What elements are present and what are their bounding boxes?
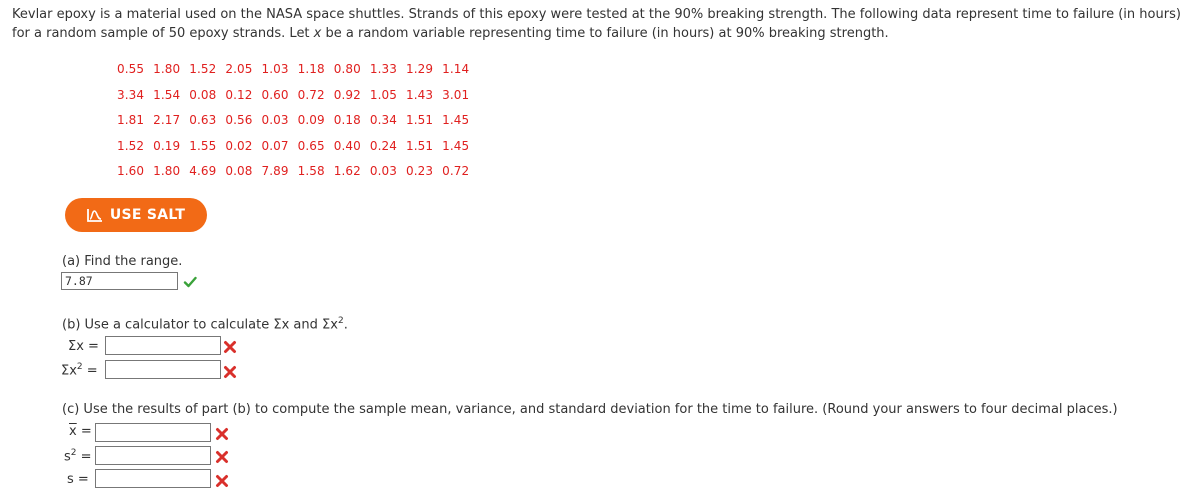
data-value: 1.58 (297, 164, 325, 178)
sum-x2-symbol: Σx (61, 363, 77, 379)
sum-x-input[interactable] (105, 336, 221, 355)
part-b-sum-x2-symbol: Σx (322, 317, 338, 333)
data-value: 0.08 (189, 87, 217, 102)
mean-label (69, 424, 92, 439)
sum-x-label: Σx = (68, 339, 99, 354)
data-value: 2.05 (225, 62, 253, 76)
data-value: 0.80 (333, 62, 361, 76)
data-value: 1.43 (406, 87, 434, 102)
x-icon (215, 450, 229, 464)
data-value: 1.62 (333, 164, 361, 178)
intro-text-end: be a random variable representing time to failure (in hours) at 90% breaking strength. (321, 26, 889, 41)
data-value: 0.34 (369, 113, 397, 127)
sum-x2-equals: = (82, 363, 98, 379)
use-salt-button[interactable] (65, 198, 207, 232)
variance-equals: = (76, 449, 92, 465)
data-value: 0.09 (297, 113, 325, 127)
data-row (117, 110, 478, 136)
data-value: 0.19 (153, 138, 181, 153)
data-value: 1.33 (369, 62, 397, 76)
data-value: 0.23 (406, 164, 434, 178)
data-value: 1.29 (406, 62, 434, 76)
data-value: 1.60 (117, 164, 145, 178)
data-value: 1.51 (406, 138, 434, 153)
sum-x2-input[interactable] (105, 360, 221, 379)
check-icon (183, 275, 197, 289)
data-value: 1.81 (117, 113, 145, 127)
data-value: 0.65 (297, 138, 325, 153)
part-b-period: . (343, 317, 348, 333)
data-row (117, 59, 478, 85)
sum-x2-label: $\Sigma x^2$ = (61, 362, 98, 379)
x-icon (223, 340, 237, 354)
data-value: 3.01 (442, 87, 470, 102)
data-value: 0.63 (189, 113, 217, 127)
data-value: 1.45 (442, 138, 470, 153)
x-icon (215, 474, 229, 488)
data-row (117, 136, 478, 162)
data-value: 0.12 (225, 87, 253, 102)
data-value: 0.24 (369, 138, 397, 153)
intro-text-start: Kevlar epoxy is a material used on the NASA space shuttles. Strands of this epoxy were tested at the 90% breaking strength. The following data represent time to failure (in hours) for a random sample of 50 epoxy strands. Let (12, 7, 1181, 41)
data-value: 0.60 (261, 87, 289, 102)
s-squared-symbol: s (64, 449, 71, 465)
data-value: 1.54 (153, 87, 181, 102)
data-value: 1.03 (261, 62, 289, 76)
sd-label: s = (67, 472, 89, 487)
part-c-prompt: (c) Use the results of part (b) to compute the sample mean, variance, and standard deviation for the time to failure. (Round your answers to four decimal places.) (62, 402, 1118, 417)
data-row (117, 161, 478, 187)
data-value: 3.34 (117, 87, 145, 102)
data-value: 0.03 (369, 164, 397, 178)
data-value: 0.18 (333, 113, 361, 127)
x-icon (215, 427, 229, 441)
data-value: 0.08 (225, 164, 253, 178)
x-icon (223, 365, 237, 379)
data-table (117, 59, 478, 187)
data-value: 0.92 (333, 87, 361, 102)
data-value: 1.14 (442, 62, 470, 76)
data-value: 0.72 (442, 164, 470, 178)
data-value: 7.89 (261, 164, 289, 178)
part-b-prompt: (b) Use a calculator to calculate Σx and $\Sigma x^2$. (62, 316, 348, 333)
data-value: 4.69 (189, 164, 217, 178)
salt-chart-icon (87, 208, 103, 222)
data-value: 1.18 (297, 62, 325, 76)
x-bar-symbol: $\overline{x}$ (69, 424, 77, 439)
data-value: 0.72 (297, 87, 325, 102)
part-a-prompt: (a) Find the range. (62, 254, 183, 269)
variance-label: $s^2$ = (64, 448, 92, 465)
mean-equals: = (76, 424, 92, 439)
intro-variable-x: x (313, 26, 322, 41)
sd-input[interactable] (95, 469, 211, 488)
part-b-and: and (289, 317, 323, 333)
data-value: 1.05 (369, 87, 397, 102)
data-value: 0.07 (261, 138, 289, 153)
data-value: 0.56 (225, 113, 253, 127)
problem-statement (12, 5, 1188, 43)
range-answer-field[interactable]: 7.87 (61, 272, 178, 290)
data-value: 0.40 (333, 138, 361, 153)
part-b-sum-x-symbol: Σx (273, 317, 290, 333)
data-value: 2.17 (153, 113, 181, 127)
data-value: 1.55 (189, 138, 217, 153)
data-value: 0.55 (117, 62, 145, 76)
data-value: 1.51 (406, 113, 434, 127)
use-salt-label: USE SALT (109, 207, 186, 223)
data-value: 1.52 (189, 62, 217, 76)
data-row (117, 85, 478, 111)
data-value: 1.80 (153, 164, 181, 178)
data-value: 1.45 (442, 113, 470, 127)
data-value: 1.52 (117, 138, 145, 153)
data-value: 0.02 (225, 138, 253, 153)
mean-input[interactable] (95, 423, 211, 442)
part-b-prompt-text: (b) Use a calculator to calculate (62, 317, 274, 333)
variance-input[interactable] (95, 446, 211, 465)
data-value: 0.03 (261, 113, 289, 127)
data-value: 1.80 (153, 62, 181, 76)
